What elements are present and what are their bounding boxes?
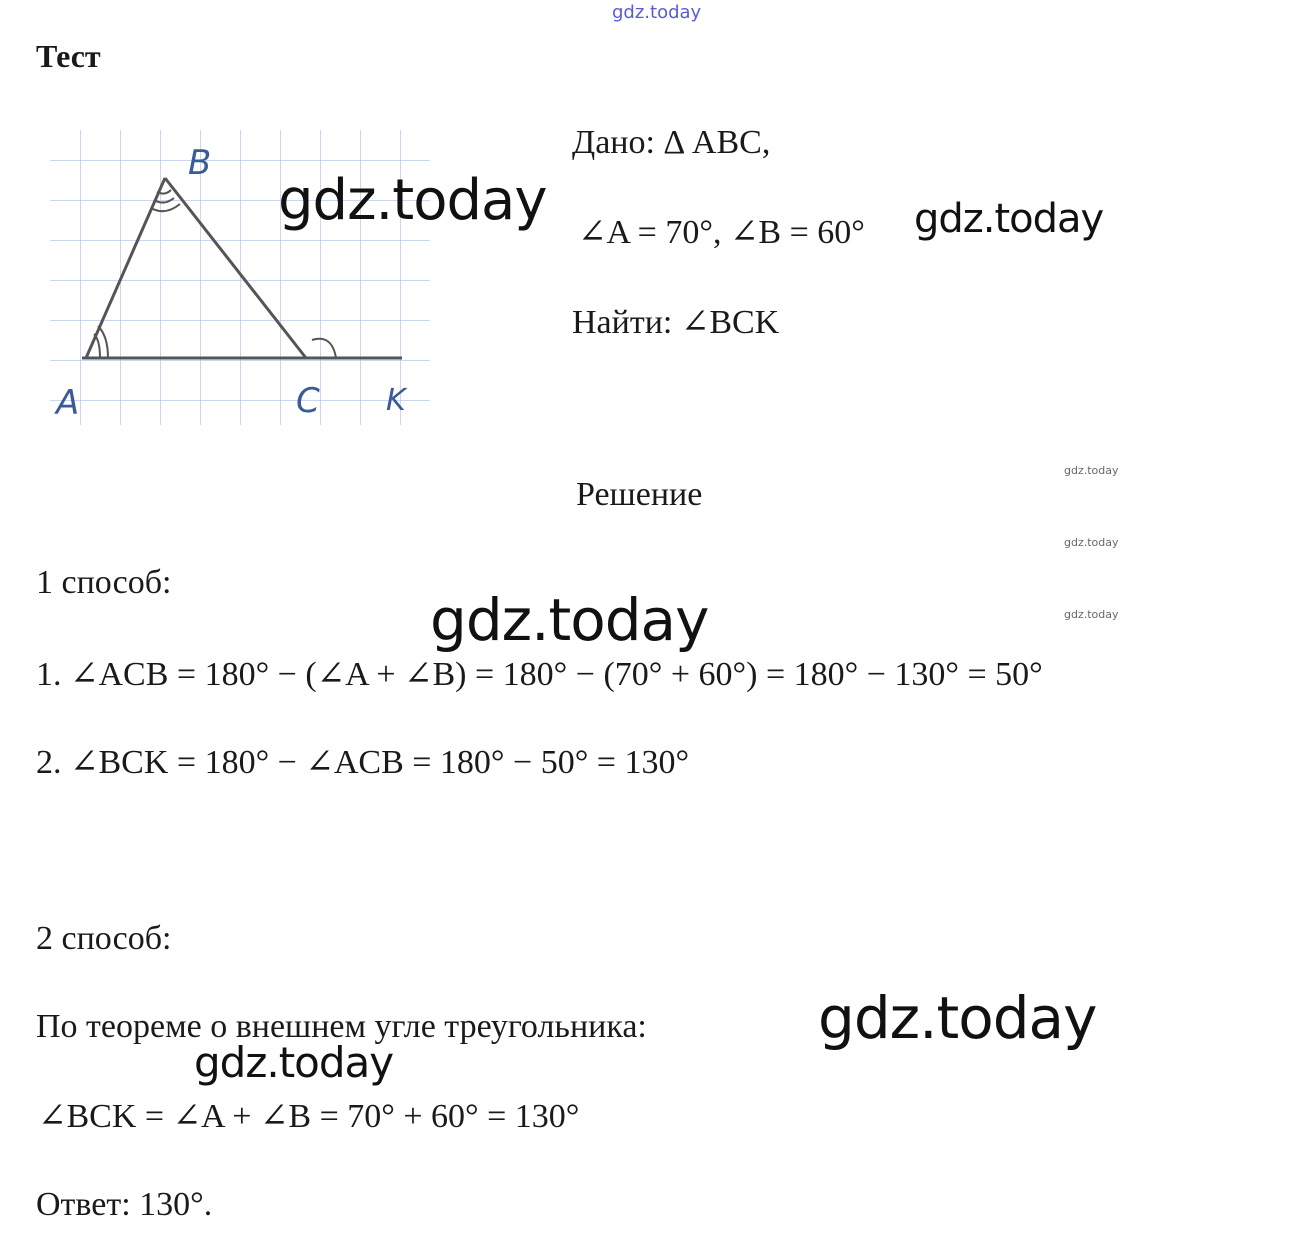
solution-heading: Решение [576,476,703,513]
label-a: A [56,383,80,423]
solution-step-2: 2. ∠BCK = 180° − ∠ACB = 180° − 50° = 130° [36,744,690,781]
given-line-2: ∠A = 70°, ∠B = 60° [578,214,865,251]
watermark-figure: gdz.today [278,168,547,233]
given-line-1: Дано: Δ ABC, [572,124,771,161]
watermark-lower-right: gdz.today [818,984,1097,1052]
watermark-middle: gdz.today [430,586,709,654]
solution-step-1: 1. ∠ACB = 180° − (∠A + ∠B) = 180° − (70° + 60°) = 180° − 130° = 50° [36,656,1043,693]
watermark-top: gdz.today [612,2,702,23]
triangle-figure [40,120,440,430]
label-k: K [386,383,406,418]
theorem-text: По теореме о внешнем угле треугольника: [36,1008,647,1045]
watermark-small-1: gdz.today [1064,464,1119,477]
label-c: C [296,381,320,421]
watermark-small-2: gdz.today [1064,536,1119,549]
method-2-label: 2 способ: [36,920,172,957]
watermark-lower-left: gdz.today [194,1038,394,1087]
label-b: B [188,143,212,183]
formula-text: ∠BCK = ∠A + ∠B = 70° + 60° = 130° [38,1098,580,1135]
page-title: Тест [36,38,101,74]
method-1-label: 1 способ: [36,564,172,601]
watermark-small-3: gdz.today [1064,608,1119,621]
watermark-given: gdz.today [914,196,1104,242]
answer-text: Ответ: 130°. [36,1186,213,1223]
given-line-3: Найти: ∠BCK [572,304,780,341]
